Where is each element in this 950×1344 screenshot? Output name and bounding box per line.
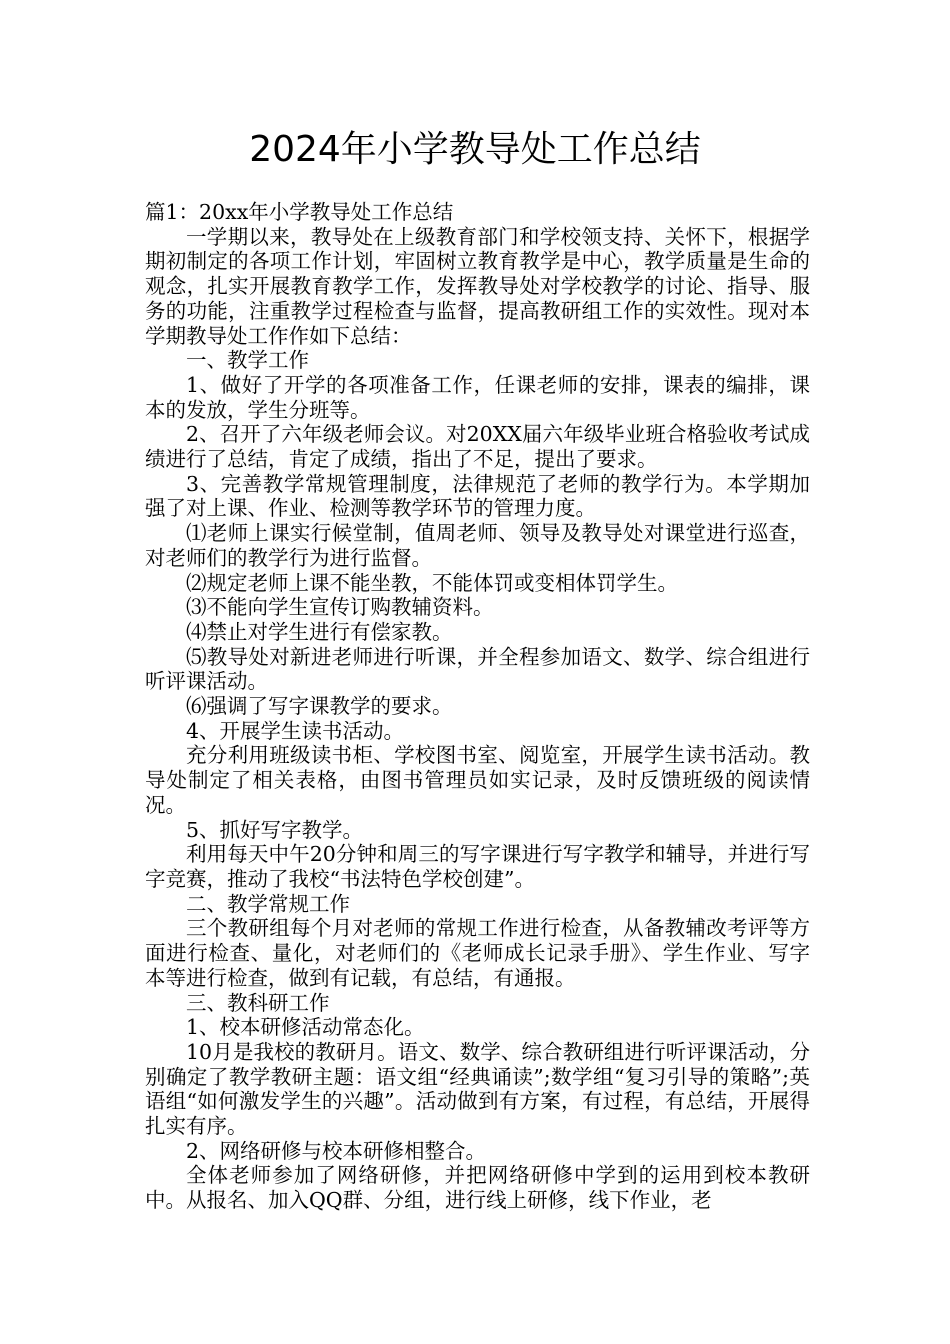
paragraph: ⑹强调了写字课教学的要求。 (186, 694, 453, 719)
paragraph: 4、开展学生读书活动。 (186, 718, 405, 743)
paragraph: 一学期以来，教导处在上级教育部门和学校领支持、关怀下，根据学期初制定的各项工作计划，牢固树立教育教学是中心，教学质量是生命的观念，扎实开展教育教学工作，发挥教导处对学校教学的讨论、指导、服务的功能，注重教学过程检查与监督，提高教研组工作的实效性。现对本学期教导处工作作如下总结： (145, 224, 810, 348)
paragraph: 1、做好了开学的各项准备工作，任课老师的安排，课表的编排，课本的发放，学生分班等。 (145, 372, 810, 422)
paragraph: 2、网络研修与校本研修相整合。 (186, 1138, 487, 1163)
paragraph: 10月是我校的教研月。语文、数学、综合教研组进行听评课活动，分别确定了教学教研主题：语文组“经典诵读”;数学组“复习引导的策略”;英语组“如何激发学生的兴趣”。活动做到有方案，有过程，有总结，开展得扎实有序。 (145, 1039, 810, 1139)
document-body (145, 200, 810, 1213)
paragraph: 全体老师参加了网络研修，并把网络研修中学到的运用到校本教研中。从报名、加入QQ群、分组，进行线上研修，线下作业，老 (145, 1163, 810, 1213)
paragraph: 二、教学常规工作 (186, 891, 350, 916)
paragraph: 篇1：20xx年小学教导处工作总结 (145, 200, 454, 224)
paragraph: ⑵规定老师上课不能坐教，不能体罚或变相体罚学生。 (186, 570, 678, 595)
paragraph: 三个教研组每个月对老师的常规工作进行检查，从备教辅改考评等方面进行检查、量化，对老师们的《老师成长记录手册》、学生作业、写字本等进行检查，做到有记载，有总结，有通报。 (145, 916, 810, 990)
paragraph: 3、完善教学常规管理制度，法律规范了老师的教学行为。本学期加强了对上课、作业、检测等教学环节的管理力度。 (145, 471, 810, 521)
paragraph: 5、抓好写字教学。 (186, 817, 364, 842)
paragraph: ⑶不能向学生宣传订购教辅资料。 (186, 595, 494, 620)
paragraph: ⑴老师上课实行候堂制，值周老师、领导及教导处对课堂进行巡查，对老师们的教学行为进行监督。 (145, 521, 810, 570)
paragraph: 充分利用班级读书柜、学校图书室、阅览室，开展学生读书活动。教导处制定了相关表格，由图书管理员如实记录，及时反馈班级的阅读情况。 (145, 743, 810, 817)
paragraph: 三、教科研工作 (186, 990, 330, 1015)
paragraph: 1、校本研修活动常态化。 (186, 1015, 425, 1040)
paragraph: ⑷禁止对学生进行有偿家教。 (186, 619, 453, 644)
paragraph: ⑸教导处对新进老师进行听课，并全程参加语文、数学、综合组进行听评课活动。 (145, 644, 810, 694)
document-title: 2024年小学教导处工作总结 (249, 129, 701, 170)
paragraph: 利用每天中午20分钟和周三的写字课进行写字教学和辅导，并进行写字竞赛，推动了我校“书法特色学校创建”。 (145, 842, 810, 891)
paragraph: 一、教学工作 (186, 348, 309, 373)
paragraph: 2、召开了六年级老师会议。对20XX届六年级毕业班合格验收考试成绩进行了总结，肯定了成绩，指出了不足，提出了要求。 (145, 422, 810, 472)
